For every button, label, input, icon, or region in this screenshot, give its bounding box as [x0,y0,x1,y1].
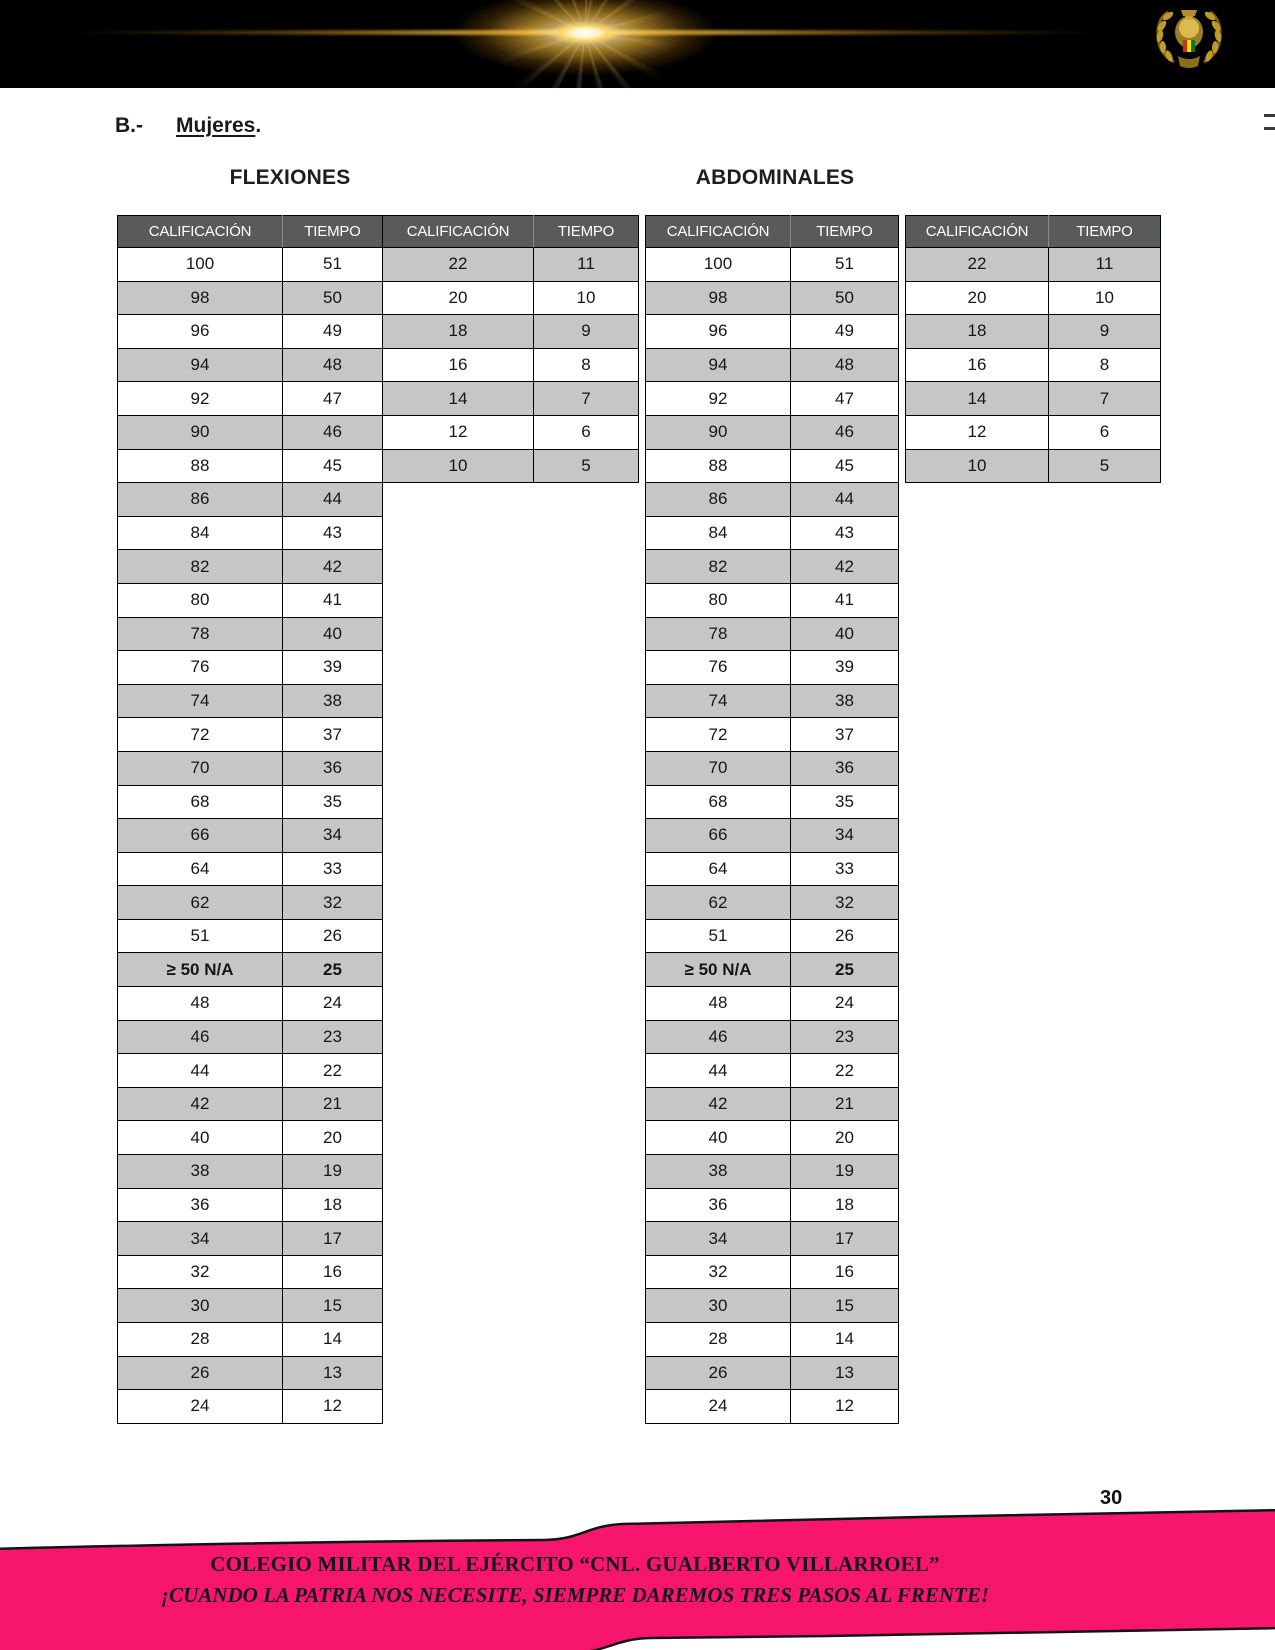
table-row [906,315,1161,349]
table-cell: 46 [283,415,383,449]
flexiones-main-table [117,215,383,1424]
table-row [118,852,383,886]
table-cell: 16 [791,1255,899,1289]
table-cell: ≥ 50 N/A [646,953,791,987]
table-cell: 12 [791,1390,899,1424]
table-cell: 68 [118,785,283,819]
table-cell: 22 [383,248,534,282]
table-row [646,1390,899,1424]
table-cell: 24 [646,1390,791,1424]
table-cell: 40 [283,617,383,651]
table-cell: 19 [283,1155,383,1189]
table-cell: 34 [646,1222,791,1256]
table-row [646,1087,899,1121]
table-cell: 10 [906,449,1049,483]
table-row [118,1222,383,1256]
table-row [118,751,383,785]
table-cell: 42 [118,1087,283,1121]
table-row [646,315,899,349]
table-row [646,516,899,550]
table-row [906,348,1161,382]
table-cell: 38 [791,684,899,718]
table-cell: 96 [646,315,791,349]
table-cell: 20 [791,1121,899,1155]
table-cell: 10 [383,449,534,483]
table-row [646,953,899,987]
table-cell: 20 [906,281,1049,315]
table-row [118,684,383,718]
table-row [646,1155,899,1189]
table-row [646,1289,899,1323]
table-cell: 47 [791,382,899,416]
table-cell: 43 [791,516,899,550]
table-cell: 49 [283,315,383,349]
table-row [383,449,639,483]
table-cell: 12 [283,1390,383,1424]
table-cell: 14 [906,382,1049,416]
table-cell: 24 [118,1390,283,1424]
column-header: TIEMPO [534,216,639,248]
table-cell: 26 [283,919,383,953]
table-cell: 34 [283,819,383,853]
lens-flare-core [548,21,622,45]
table-cell: 35 [283,785,383,819]
table-cell: 30 [646,1289,791,1323]
table-cell: 86 [118,483,283,517]
table-row [118,987,383,1021]
table-row [646,1323,899,1357]
table-row [646,1222,899,1256]
table-cell: 94 [646,348,791,382]
table-cell: 74 [646,684,791,718]
title-abdominales: ABDOMINALES [695,166,855,189]
table-row [646,819,899,853]
table-cell: 25 [791,953,899,987]
table-cell: 22 [906,248,1049,282]
table-cell: 14 [383,382,534,416]
table-row [646,886,899,920]
table-row [118,819,383,853]
table-row [118,415,383,449]
table-cell: 36 [118,1188,283,1222]
table-cell: 41 [283,583,383,617]
table-cell: 66 [118,819,283,853]
table-cell: 96 [118,315,283,349]
table-cell: 88 [118,449,283,483]
table-cell: 42 [283,550,383,584]
table-cell: 40 [791,617,899,651]
table-row [118,348,383,382]
table-cell: 32 [118,1255,283,1289]
page-number: 30 [1100,1487,1123,1509]
table-cell: 17 [283,1222,383,1256]
table-cell: 32 [646,1255,791,1289]
table-row [383,382,639,416]
table-row [118,1289,383,1323]
table-row [118,1020,383,1054]
table-cell: 72 [118,718,283,752]
table-cell: 74 [118,684,283,718]
table-cell: 51 [283,248,383,282]
table-cell: 66 [646,819,791,853]
table-row [118,785,383,819]
table-cell: 8 [1049,348,1161,382]
table-row [646,651,899,685]
table-cell: 9 [534,315,639,349]
table-cell: 50 [791,281,899,315]
column-header: TIEMPO [1049,216,1161,248]
table-row [118,886,383,920]
table-cell: 44 [118,1054,283,1088]
table-cell: 76 [646,651,791,685]
table-row [118,516,383,550]
table-row [646,852,899,886]
table-row [383,315,639,349]
table-row [118,1255,383,1289]
table-cell: 20 [283,1121,383,1155]
table-cell: 22 [791,1054,899,1088]
footer-motto [75,1549,1075,1611]
table-cell: 21 [283,1087,383,1121]
table-cell: 62 [646,886,791,920]
table-row [906,248,1161,282]
table-row [118,1121,383,1155]
table-cell: 24 [283,987,383,1021]
table-cell: 18 [383,315,534,349]
section-heading [115,114,261,138]
top-banner [0,0,1275,88]
table-cell: 32 [791,886,899,920]
table-row [118,1323,383,1357]
table-cell: 16 [906,348,1049,382]
table-cell: 30 [118,1289,283,1323]
edge-mark [1264,114,1275,117]
heading-label: B.- [115,114,143,137]
table-row [118,1054,383,1088]
table-cell: 82 [118,550,283,584]
table-cell: 90 [118,415,283,449]
table-cell: 80 [118,583,283,617]
table-cell: 36 [646,1188,791,1222]
table-row [118,1155,383,1189]
table-row [118,449,383,483]
table-cell: 33 [791,852,899,886]
table-row [118,651,383,685]
military-crest-icon [1138,4,1240,78]
table-row [646,1188,899,1222]
table-cell: 20 [383,281,534,315]
table-cell: 8 [534,348,639,382]
table-cell: 78 [118,617,283,651]
table-cell: 6 [1049,415,1161,449]
table-cell: 35 [791,785,899,819]
abdominales-secondary-table [905,215,1161,483]
table-cell: 37 [283,718,383,752]
table-cell: 42 [791,550,899,584]
table-row [646,1255,899,1289]
table-cell: 32 [283,886,383,920]
table-cell: 98 [118,281,283,315]
table-row [646,987,899,1021]
edge-mark [1264,127,1275,130]
table-cell: 90 [646,415,791,449]
table-row [646,919,899,953]
table-cell: 64 [118,852,283,886]
table-row [646,751,899,785]
table-row [906,449,1161,483]
table-row [118,583,383,617]
table-cell: 28 [646,1323,791,1357]
table-cell: 51 [646,919,791,953]
table-cell: 47 [283,382,383,416]
table-cell: 18 [791,1188,899,1222]
table-row [646,248,899,282]
table-cell: 13 [791,1356,899,1390]
table-cell: 6 [534,415,639,449]
table-cell: 43 [283,516,383,550]
table-cell: 92 [118,382,283,416]
table-cell: 44 [791,483,899,517]
table-row [646,281,899,315]
footer-line1: COLEGIO MILITAR DEL EJÉRCITO “CNL. GUALBERTO VILLARROEL” [210,1552,940,1576]
table-row [383,415,639,449]
table-row [646,785,899,819]
table-row [646,348,899,382]
table-row [383,248,639,282]
table-cell: 37 [791,718,899,752]
table-cell: 25 [283,953,383,987]
table-row [118,953,383,987]
table-row [646,1020,899,1054]
table-cell: 39 [283,651,383,685]
table-cell: 72 [646,718,791,752]
table-cell: 33 [283,852,383,886]
table-cell: 9 [1049,315,1161,349]
table-row [118,1390,383,1424]
table-cell: 70 [646,751,791,785]
table-cell: 14 [283,1323,383,1357]
table-row [118,1188,383,1222]
table-row [118,718,383,752]
table-row [646,415,899,449]
table-cell: 46 [118,1020,283,1054]
table-cell: 17 [791,1222,899,1256]
table-cell: 88 [646,449,791,483]
heading-word: Mujeres. [176,114,262,137]
table-row [646,483,899,517]
table-row [646,449,899,483]
table-cell: 10 [1049,281,1161,315]
table-cell: 13 [283,1356,383,1390]
table-cell: 7 [534,382,639,416]
table-cell: 28 [118,1323,283,1357]
table-cell: ≥ 50 N/A [118,953,283,987]
table-row [646,1356,899,1390]
table-row [646,583,899,617]
table-row [646,684,899,718]
table-cell: 49 [791,315,899,349]
column-header: CALIFICACIÓN [118,216,283,248]
table-cell: 48 [646,987,791,1021]
table-row [118,315,383,349]
table-cell: 41 [791,583,899,617]
table-cell: 42 [646,1087,791,1121]
table-row [646,550,899,584]
table-cell: 34 [118,1222,283,1256]
table-cell: 62 [118,886,283,920]
table-row [906,382,1161,416]
table-cell: 26 [118,1356,283,1390]
table-row [118,919,383,953]
table-cell: 18 [283,1188,383,1222]
table-cell: 48 [283,348,383,382]
table-cell: 12 [383,415,534,449]
table-row [118,1356,383,1390]
table-cell: 23 [283,1020,383,1054]
title-flexiones: FLEXIONES [229,166,351,189]
table-cell: 22 [283,1054,383,1088]
table-cell: 7 [1049,382,1161,416]
table-cell: 36 [791,751,899,785]
table-row [118,617,383,651]
table-row [118,483,383,517]
table-cell: 80 [646,583,791,617]
table-cell: 48 [791,348,899,382]
flexiones-secondary-table [382,215,639,483]
table-cell: 19 [791,1155,899,1189]
table-cell: 94 [118,348,283,382]
table-cell: 12 [906,415,1049,449]
table-cell: 76 [118,651,283,685]
table-cell: 38 [646,1155,791,1189]
abdominales-main-table [645,215,899,1424]
table-cell: 40 [118,1121,283,1155]
table-cell: 40 [646,1121,791,1155]
table-cell: 86 [646,483,791,517]
table-cell: 5 [1049,449,1161,483]
table-row [646,1054,899,1088]
table-row [118,382,383,416]
table-cell: 44 [646,1054,791,1088]
table-cell: 50 [283,281,383,315]
table-row [906,281,1161,315]
table-cell: 82 [646,550,791,584]
table-cell: 39 [791,651,899,685]
table-row [646,382,899,416]
table-cell: 26 [646,1356,791,1390]
footer-line2: ¡CUANDO LA PATRIA NOS NECESITE, SIEMPRE DAREMOS TRES PASOS AL FRENTE! [161,1583,989,1607]
table-cell: 84 [118,516,283,550]
table-row [646,1121,899,1155]
table-cell: 84 [646,516,791,550]
table-cell: 44 [283,483,383,517]
table-cell: 15 [283,1289,383,1323]
table-row [383,281,639,315]
table-cell: 68 [646,785,791,819]
table-cell: 100 [118,248,283,282]
table-cell: 38 [118,1155,283,1189]
table-cell: 100 [646,248,791,282]
table-cell: 70 [118,751,283,785]
table-cell: 26 [791,919,899,953]
table-cell: 10 [534,281,639,315]
table-row [383,348,639,382]
table-cell: 11 [534,248,639,282]
table-row [906,415,1161,449]
table-cell: 38 [283,684,383,718]
column-header: TIEMPO [791,216,899,248]
table-cell: 15 [791,1289,899,1323]
table-cell: 98 [646,281,791,315]
table-cell: 23 [791,1020,899,1054]
table-row [118,550,383,584]
table-cell: 46 [791,415,899,449]
table-cell: 36 [283,751,383,785]
table-cell: 18 [906,315,1049,349]
column-header: CALIFICACIÓN [906,216,1049,248]
table-cell: 48 [118,987,283,1021]
table-cell: 51 [791,248,899,282]
table-cell: 92 [646,382,791,416]
table-cell: 5 [534,449,639,483]
column-header: CALIFICACIÓN [646,216,791,248]
table-cell: 24 [791,987,899,1021]
table-row [118,281,383,315]
table-cell: 14 [791,1323,899,1357]
column-header: CALIFICACIÓN [383,216,534,248]
column-header: TIEMPO [283,216,383,248]
table-row [646,718,899,752]
table-cell: 45 [791,449,899,483]
table-cell: 51 [118,919,283,953]
table-cell: 46 [646,1020,791,1054]
table-row [118,248,383,282]
table-cell: 16 [383,348,534,382]
table-cell: 16 [283,1255,383,1289]
table-cell: 78 [646,617,791,651]
table-cell: 11 [1049,248,1161,282]
table-cell: 34 [791,819,899,853]
table-cell: 45 [283,449,383,483]
table-row [118,1087,383,1121]
table-row [646,617,899,651]
table-cell: 64 [646,852,791,886]
table-cell: 21 [791,1087,899,1121]
